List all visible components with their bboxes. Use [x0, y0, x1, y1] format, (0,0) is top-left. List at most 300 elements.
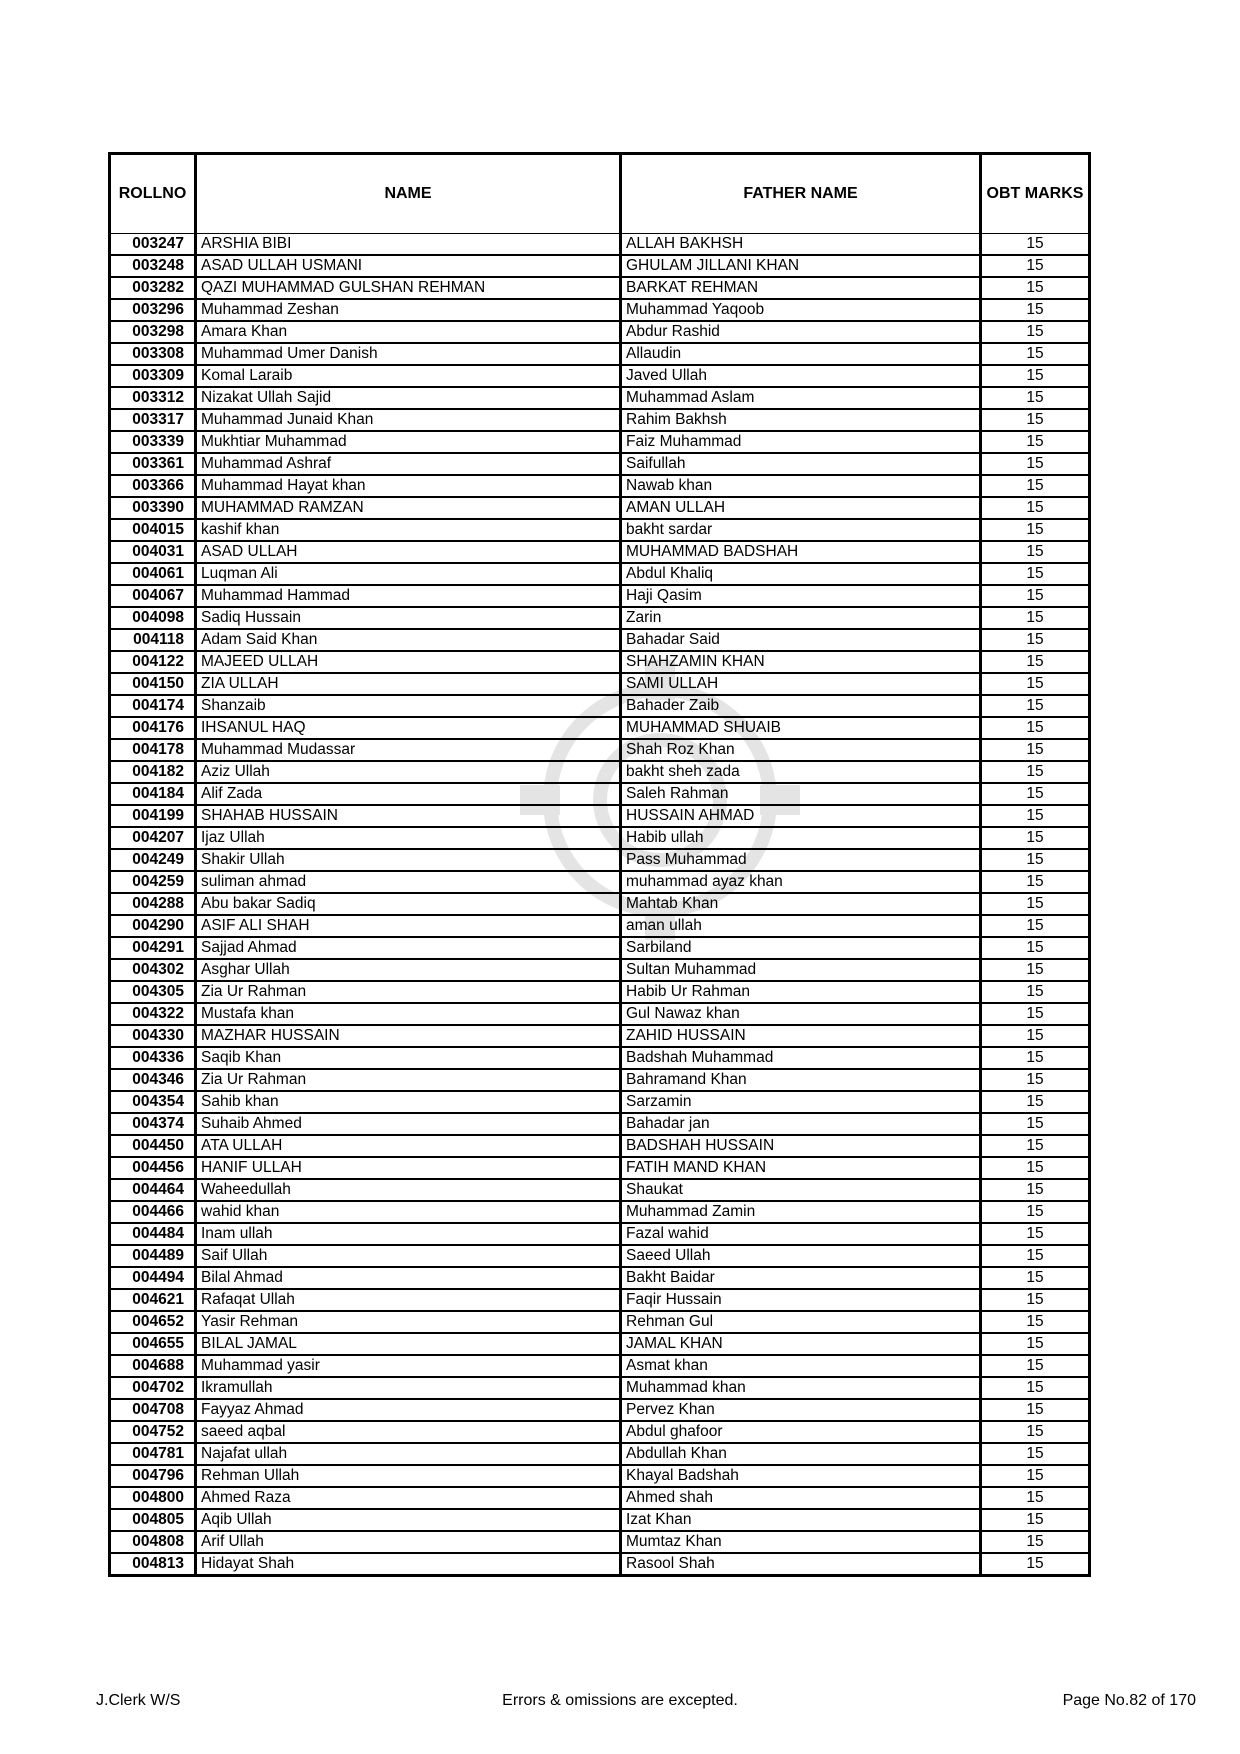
cell-name: Ikramullah [196, 1377, 621, 1399]
cell-father-name: Shah Roz Khan [621, 739, 981, 761]
cell-name: Yasir Rehman [196, 1311, 621, 1333]
footer-clerk: J.Clerk W/S [96, 1692, 181, 1709]
table-body [110, 234, 1090, 1576]
table-row [110, 585, 1090, 607]
table-row [110, 321, 1090, 343]
cell-father-name: Javed Ullah [621, 365, 981, 387]
cell-name: Mustafa khan [196, 1003, 621, 1025]
cell-rollno: 004688 [110, 1355, 196, 1377]
table-row [110, 1487, 1090, 1509]
cell-rollno: 004118 [110, 629, 196, 651]
cell-name: QAZI MUHAMMAD GULSHAN REHMAN [196, 277, 621, 299]
cell-obt-marks: 15 [981, 849, 1090, 871]
cell-obt-marks: 15 [981, 563, 1090, 585]
cell-name: Muhammad Umer Danish [196, 343, 621, 365]
cell-father-name: Muhammad Yaqoob [621, 299, 981, 321]
cell-rollno: 003308 [110, 343, 196, 365]
cell-obt-marks: 15 [981, 1245, 1090, 1267]
cell-father-name: Faqir Hussain [621, 1289, 981, 1311]
cell-rollno: 003298 [110, 321, 196, 343]
cell-name: wahid khan [196, 1201, 621, 1223]
cell-rollno: 004374 [110, 1113, 196, 1135]
cell-rollno: 004489 [110, 1245, 196, 1267]
cell-rollno: 004259 [110, 871, 196, 893]
table-row [110, 937, 1090, 959]
cell-obt-marks: 15 [981, 761, 1090, 783]
cell-name: HANIF ULLAH [196, 1157, 621, 1179]
results-sheet [108, 152, 1088, 1577]
footer-page-number: Page No.82 of 170 [1062, 1692, 1196, 1709]
table-row [110, 739, 1090, 761]
cell-father-name: Pervez Khan [621, 1399, 981, 1421]
table-row [110, 1201, 1090, 1223]
table-row [110, 1157, 1090, 1179]
table-row [110, 234, 1090, 256]
cell-father-name: Badshah Muhammad [621, 1047, 981, 1069]
cell-rollno: 004330 [110, 1025, 196, 1047]
cell-name: Hidayat Shah [196, 1553, 621, 1576]
cell-father-name: Shaukat [621, 1179, 981, 1201]
cell-father-name: Allaudin [621, 343, 981, 365]
table-row [110, 1399, 1090, 1421]
cell-father-name: GHULAM JILLANI KHAN [621, 255, 981, 277]
cell-rollno: 003317 [110, 409, 196, 431]
cell-father-name: Bahramand Khan [621, 1069, 981, 1091]
cell-father-name: Izat Khan [621, 1509, 981, 1531]
cell-obt-marks: 15 [981, 365, 1090, 387]
table-row [110, 1113, 1090, 1135]
cell-name: Bilal Ahmad [196, 1267, 621, 1289]
table-row [110, 805, 1090, 827]
cell-obt-marks: 15 [981, 585, 1090, 607]
cell-name: Saif Ullah [196, 1245, 621, 1267]
cell-name: Abu bakar Sadiq [196, 893, 621, 915]
cell-obt-marks: 15 [981, 739, 1090, 761]
cell-name: Fayyaz Ahmad [196, 1399, 621, 1421]
cell-father-name: Zarin [621, 607, 981, 629]
cell-father-name: AMAN ULLAH [621, 497, 981, 519]
table-row [110, 1465, 1090, 1487]
cell-father-name: Faiz Muhammad [621, 431, 981, 453]
table-row [110, 519, 1090, 541]
cell-obt-marks: 15 [981, 453, 1090, 475]
cell-name: Amara Khan [196, 321, 621, 343]
cell-rollno: 004708 [110, 1399, 196, 1421]
cell-name: MUHAMMAD RAMZAN [196, 497, 621, 519]
cell-obt-marks: 15 [981, 1047, 1090, 1069]
header-father-name: FATHER NAME [621, 154, 981, 234]
cell-father-name: Saeed Ullah [621, 1245, 981, 1267]
cell-father-name: HUSSAIN AHMAD [621, 805, 981, 827]
cell-father-name: Haji Qasim [621, 585, 981, 607]
cell-name: IHSANUL HAQ [196, 717, 621, 739]
cell-father-name: Bahadar jan [621, 1113, 981, 1135]
cell-name: Saqib Khan [196, 1047, 621, 1069]
cell-father-name: Saifullah [621, 453, 981, 475]
cell-rollno: 004174 [110, 695, 196, 717]
cell-rollno: 003282 [110, 277, 196, 299]
cell-rollno: 004061 [110, 563, 196, 585]
cell-obt-marks: 15 [981, 1157, 1090, 1179]
cell-name: Alif Zada [196, 783, 621, 805]
table-row [110, 849, 1090, 871]
cell-father-name: Pass Muhammad [621, 849, 981, 871]
cell-name: Komal Laraib [196, 365, 621, 387]
cell-obt-marks: 15 [981, 1399, 1090, 1421]
cell-name: Muhammad Hayat khan [196, 475, 621, 497]
table-row [110, 673, 1090, 695]
cell-obt-marks: 15 [981, 343, 1090, 365]
table-row [110, 1289, 1090, 1311]
cell-rollno: 004805 [110, 1509, 196, 1531]
cell-father-name: Bahadar Said [621, 629, 981, 651]
cell-father-name: Rasool Shah [621, 1553, 981, 1576]
cell-father-name: Gul Nawaz khan [621, 1003, 981, 1025]
table-row [110, 409, 1090, 431]
cell-obt-marks: 15 [981, 1135, 1090, 1157]
cell-rollno: 003247 [110, 234, 196, 256]
header-row [110, 154, 1090, 234]
cell-obt-marks: 15 [981, 1355, 1090, 1377]
cell-rollno: 004813 [110, 1553, 196, 1576]
cell-name: Inam ullah [196, 1223, 621, 1245]
cell-rollno: 004456 [110, 1157, 196, 1179]
cell-father-name: Mahtab Khan [621, 893, 981, 915]
cell-rollno: 004207 [110, 827, 196, 849]
results-table [108, 152, 1091, 1577]
table-row [110, 1421, 1090, 1443]
table-row [110, 541, 1090, 563]
table-header [110, 154, 1090, 234]
table-row [110, 1025, 1090, 1047]
cell-obt-marks: 15 [981, 1267, 1090, 1289]
cell-rollno: 004291 [110, 937, 196, 959]
cell-name: Aziz Ullah [196, 761, 621, 783]
cell-name: MAZHAR HUSSAIN [196, 1025, 621, 1047]
table-row [110, 981, 1090, 1003]
cell-obt-marks: 15 [981, 234, 1090, 256]
cell-father-name: SAMI ULLAH [621, 673, 981, 695]
cell-rollno: 004305 [110, 981, 196, 1003]
table-row [110, 783, 1090, 805]
cell-obt-marks: 15 [981, 1289, 1090, 1311]
cell-father-name: Habib Ur Rahman [621, 981, 981, 1003]
table-row [110, 1509, 1090, 1531]
cell-rollno: 003312 [110, 387, 196, 409]
table-row [110, 1333, 1090, 1355]
table-row [110, 563, 1090, 585]
table-row [110, 365, 1090, 387]
table-row [110, 651, 1090, 673]
cell-father-name: aman ullah [621, 915, 981, 937]
cell-rollno: 004346 [110, 1069, 196, 1091]
cell-name: Mukhtiar Muhammad [196, 431, 621, 453]
table-row [110, 695, 1090, 717]
cell-father-name: Rehman Gul [621, 1311, 981, 1333]
cell-obt-marks: 15 [981, 497, 1090, 519]
cell-obt-marks: 15 [981, 255, 1090, 277]
cell-name: ASIF ALI SHAH [196, 915, 621, 937]
table-row [110, 761, 1090, 783]
cell-obt-marks: 15 [981, 321, 1090, 343]
cell-obt-marks: 15 [981, 805, 1090, 827]
cell-rollno: 003339 [110, 431, 196, 453]
cell-name: ATA ULLAH [196, 1135, 621, 1157]
table-row [110, 1245, 1090, 1267]
cell-obt-marks: 15 [981, 1421, 1090, 1443]
cell-rollno: 004015 [110, 519, 196, 541]
cell-father-name: Muhammad Zamin [621, 1201, 981, 1223]
cell-rollno: 004150 [110, 673, 196, 695]
cell-name: kashif khan [196, 519, 621, 541]
table-row [110, 607, 1090, 629]
cell-obt-marks: 15 [981, 937, 1090, 959]
cell-name: Muhammad Junaid Khan [196, 409, 621, 431]
cell-rollno: 004652 [110, 1311, 196, 1333]
cell-rollno: 003248 [110, 255, 196, 277]
cell-rollno: 004182 [110, 761, 196, 783]
cell-obt-marks: 15 [981, 695, 1090, 717]
cell-rollno: 004067 [110, 585, 196, 607]
cell-rollno: 004199 [110, 805, 196, 827]
cell-obt-marks: 15 [981, 717, 1090, 739]
cell-father-name: MUHAMMAD SHUAIB [621, 717, 981, 739]
cell-father-name: Bahader Zaib [621, 695, 981, 717]
cell-father-name: Saleh Rahman [621, 783, 981, 805]
cell-rollno: 004176 [110, 717, 196, 739]
cell-obt-marks: 15 [981, 541, 1090, 563]
table-row [110, 1003, 1090, 1025]
cell-rollno: 004484 [110, 1223, 196, 1245]
cell-father-name: bakht sheh zada [621, 761, 981, 783]
cell-rollno: 004464 [110, 1179, 196, 1201]
cell-rollno: 004781 [110, 1443, 196, 1465]
table-row [110, 453, 1090, 475]
cell-father-name: Khayal Badshah [621, 1465, 981, 1487]
cell-obt-marks: 15 [981, 1553, 1090, 1576]
table-row [110, 717, 1090, 739]
table-row [110, 893, 1090, 915]
cell-obt-marks: 15 [981, 1377, 1090, 1399]
cell-name: Zia Ur Rahman [196, 981, 621, 1003]
table-row [110, 1223, 1090, 1245]
table-row [110, 475, 1090, 497]
cell-obt-marks: 15 [981, 1091, 1090, 1113]
cell-name: Sajjad Ahmad [196, 937, 621, 959]
table-row [110, 1311, 1090, 1333]
table-row [110, 1179, 1090, 1201]
footer-disclaimer: Errors & omissions are excepted. [502, 1692, 738, 1709]
cell-name: Shanzaib [196, 695, 621, 717]
cell-name: Zia Ur Rahman [196, 1069, 621, 1091]
cell-obt-marks: 15 [981, 1113, 1090, 1135]
cell-rollno: 004466 [110, 1201, 196, 1223]
cell-rollno: 004702 [110, 1377, 196, 1399]
cell-father-name: Abdul ghafoor [621, 1421, 981, 1443]
cell-father-name: ZAHID HUSSAIN [621, 1025, 981, 1047]
cell-father-name: Ahmed shah [621, 1487, 981, 1509]
cell-name: Najafat ullah [196, 1443, 621, 1465]
cell-obt-marks: 15 [981, 1003, 1090, 1025]
cell-father-name: FATIH MAND KHAN [621, 1157, 981, 1179]
cell-name: Muhammad Mudassar [196, 739, 621, 761]
cell-name: Aqib Ullah [196, 1509, 621, 1531]
cell-rollno: 004098 [110, 607, 196, 629]
table-row [110, 1377, 1090, 1399]
cell-obt-marks: 15 [981, 827, 1090, 849]
cell-rollno: 004290 [110, 915, 196, 937]
cell-obt-marks: 15 [981, 871, 1090, 893]
cell-father-name: Muhammad Aslam [621, 387, 981, 409]
cell-name: Adam Said Khan [196, 629, 621, 651]
table-row [110, 1047, 1090, 1069]
cell-father-name: Mumtaz Khan [621, 1531, 981, 1553]
table-row [110, 255, 1090, 277]
cell-father-name: Sarzamin [621, 1091, 981, 1113]
table-row [110, 299, 1090, 321]
cell-name: Shakir Ullah [196, 849, 621, 871]
cell-father-name: Fazal wahid [621, 1223, 981, 1245]
cell-name: BILAL JAMAL [196, 1333, 621, 1355]
cell-obt-marks: 15 [981, 1311, 1090, 1333]
table-row [110, 1443, 1090, 1465]
table-row [110, 387, 1090, 409]
cell-obt-marks: 15 [981, 915, 1090, 937]
cell-obt-marks: 15 [981, 475, 1090, 497]
cell-rollno: 004031 [110, 541, 196, 563]
cell-rollno: 004354 [110, 1091, 196, 1113]
cell-name: Muhammad Hammad [196, 585, 621, 607]
cell-obt-marks: 15 [981, 673, 1090, 695]
cell-obt-marks: 15 [981, 1025, 1090, 1047]
table-row [110, 277, 1090, 299]
cell-obt-marks: 15 [981, 519, 1090, 541]
cell-name: ARSHIA BIBI [196, 234, 621, 256]
cell-name: Sadiq Hussain [196, 607, 621, 629]
cell-name: Muhammad Ashraf [196, 453, 621, 475]
cell-obt-marks: 15 [981, 783, 1090, 805]
cell-rollno: 004752 [110, 1421, 196, 1443]
table-row [110, 1553, 1090, 1576]
cell-obt-marks: 15 [981, 1443, 1090, 1465]
cell-father-name: Bakht Baidar [621, 1267, 981, 1289]
cell-obt-marks: 15 [981, 893, 1090, 915]
cell-rollno: 004322 [110, 1003, 196, 1025]
cell-obt-marks: 15 [981, 1201, 1090, 1223]
cell-father-name: MUHAMMAD BADSHAH [621, 541, 981, 563]
table-row [110, 431, 1090, 453]
cell-rollno: 004796 [110, 1465, 196, 1487]
cell-rollno: 004184 [110, 783, 196, 805]
cell-name: Muhammad yasir [196, 1355, 621, 1377]
cell-name: Muhammad Zeshan [196, 299, 621, 321]
cell-name: Sahib khan [196, 1091, 621, 1113]
cell-obt-marks: 15 [981, 299, 1090, 321]
cell-obt-marks: 15 [981, 277, 1090, 299]
cell-obt-marks: 15 [981, 387, 1090, 409]
cell-rollno: 004178 [110, 739, 196, 761]
cell-obt-marks: 15 [981, 1465, 1090, 1487]
cell-father-name: Sultan Muhammad [621, 959, 981, 981]
cell-father-name: Abdul Khaliq [621, 563, 981, 585]
cell-name: Ijaz Ullah [196, 827, 621, 849]
cell-obt-marks: 15 [981, 629, 1090, 651]
cell-obt-marks: 15 [981, 1179, 1090, 1201]
cell-father-name: muhammad ayaz khan [621, 871, 981, 893]
cell-father-name: Abdullah Khan [621, 1443, 981, 1465]
cell-rollno: 003361 [110, 453, 196, 475]
table-row [110, 343, 1090, 365]
cell-name: Asghar Ullah [196, 959, 621, 981]
cell-rollno: 004336 [110, 1047, 196, 1069]
cell-rollno: 003296 [110, 299, 196, 321]
cell-rollno: 004450 [110, 1135, 196, 1157]
cell-father-name: JAMAL KHAN [621, 1333, 981, 1355]
table-row [110, 497, 1090, 519]
table-row [110, 871, 1090, 893]
cell-father-name: bakht sardar [621, 519, 981, 541]
cell-obt-marks: 15 [981, 1487, 1090, 1509]
cell-name: Arif Ullah [196, 1531, 621, 1553]
cell-obt-marks: 15 [981, 607, 1090, 629]
header-rollno: ROLLNO [110, 154, 196, 234]
table-row [110, 1091, 1090, 1113]
header-obt-marks: OBT MARKS [981, 154, 1090, 234]
cell-father-name: BADSHAH HUSSAIN [621, 1135, 981, 1157]
table-row [110, 827, 1090, 849]
cell-rollno: 003366 [110, 475, 196, 497]
table-row [110, 1069, 1090, 1091]
cell-name: Waheedullah [196, 1179, 621, 1201]
cell-rollno: 003390 [110, 497, 196, 519]
cell-rollno: 004122 [110, 651, 196, 673]
cell-name: Ahmed Raza [196, 1487, 621, 1509]
table-row [110, 1135, 1090, 1157]
cell-father-name: SHAHZAMIN KHAN [621, 651, 981, 673]
cell-obt-marks: 15 [981, 959, 1090, 981]
cell-father-name: Sarbiland [621, 937, 981, 959]
cell-obt-marks: 15 [981, 1333, 1090, 1355]
cell-father-name: Abdur Rashid [621, 321, 981, 343]
table-row [110, 1355, 1090, 1377]
cell-father-name: Muhammad khan [621, 1377, 981, 1399]
table-row [110, 1531, 1090, 1553]
header-name: NAME [196, 154, 621, 234]
cell-obt-marks: 15 [981, 981, 1090, 1003]
cell-name: Luqman Ali [196, 563, 621, 585]
cell-obt-marks: 15 [981, 1223, 1090, 1245]
cell-father-name: Habib ullah [621, 827, 981, 849]
cell-father-name: BARKAT REHMAN [621, 277, 981, 299]
cell-rollno: 004621 [110, 1289, 196, 1311]
table-row [110, 629, 1090, 651]
cell-rollno: 004249 [110, 849, 196, 871]
table-row [110, 915, 1090, 937]
cell-rollno: 003309 [110, 365, 196, 387]
cell-name: saeed aqbal [196, 1421, 621, 1443]
cell-father-name: Nawab khan [621, 475, 981, 497]
cell-obt-marks: 15 [981, 1069, 1090, 1091]
cell-name: Suhaib Ahmed [196, 1113, 621, 1135]
cell-father-name: Rahim Bakhsh [621, 409, 981, 431]
table-row [110, 1267, 1090, 1289]
cell-name: Nizakat Ullah Sajid [196, 387, 621, 409]
cell-rollno: 004288 [110, 893, 196, 915]
cell-name: MAJEED ULLAH [196, 651, 621, 673]
cell-obt-marks: 15 [981, 1509, 1090, 1531]
cell-name: suliman ahmad [196, 871, 621, 893]
cell-obt-marks: 15 [981, 1531, 1090, 1553]
